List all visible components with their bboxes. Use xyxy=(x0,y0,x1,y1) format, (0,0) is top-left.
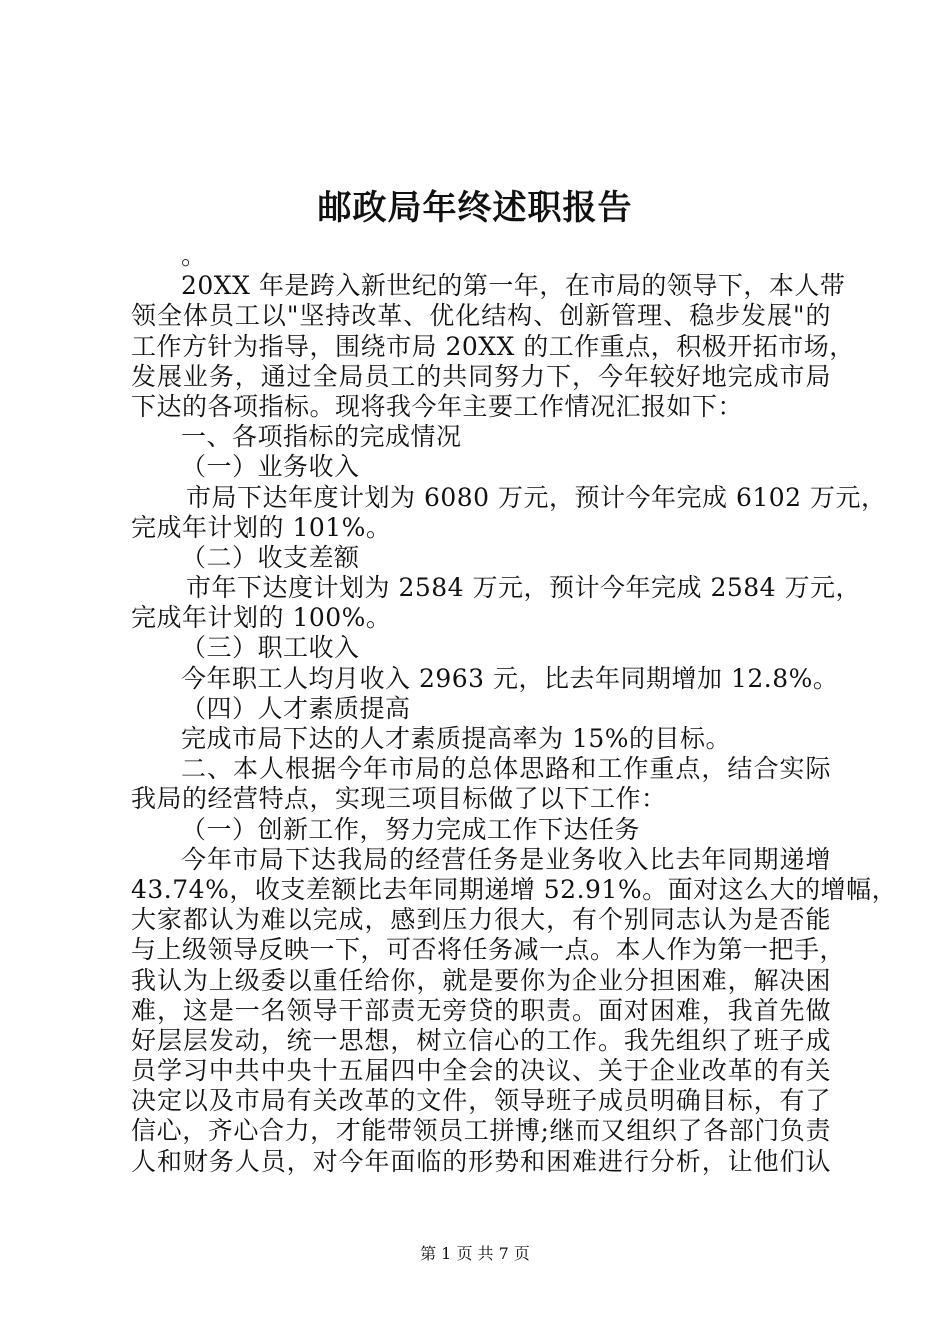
text-line: 我局的经营特点，实现三项目标做了以下工作： xyxy=(131,784,667,814)
text-line: 我认为上级委以重任给你，就是要你为企业分担困难，解决困 xyxy=(131,965,831,995)
text-line: 决定以及市局有关改革的文件，领导班子成员明确目标，有了 xyxy=(131,1086,831,1116)
text-line: 今年市局下达我局的经营任务是业务收入比去年同期递增 xyxy=(181,844,831,874)
text-line: 大家都认为难以完成，感到压力很大，有个别同志认为是否能 xyxy=(131,905,831,935)
text-line: 市年下达度计划为 2584 万元，预计今年完成 2584 万元， xyxy=(186,573,862,603)
text-line: 领全体员工以"坚持改革、优化结构、创新管理、稳步发展"的 xyxy=(131,301,831,331)
subsection-heading: （四）人才素质提高 xyxy=(181,693,411,723)
text-line: 。 xyxy=(181,241,207,270)
text-line: 工作方针为指导，围绕市局 20XX 的工作重点，积极开拓市场， xyxy=(131,331,855,361)
section-heading: 二、本人根据今年市局的总体思路和工作重点，结合实际 xyxy=(181,754,831,784)
text-line: 今年职工人均月收入 2963 元，比去年同期增加 12.8%。 xyxy=(181,663,839,693)
subsection-heading: （一）业务收入 xyxy=(181,452,360,482)
text-line: 完成年计划的 101%。 xyxy=(131,512,392,542)
text-line: 市局下达年度计划为 6080 万元，预计今年完成 6102 万元， xyxy=(186,482,887,512)
text-line: 43.74%，收支差额比去年同期递增 52.91%。面对这么大的增幅， xyxy=(131,874,898,904)
subsection-heading: （一）创新工作，努力完成工作下达任务 xyxy=(181,814,641,844)
page-title: 邮政局年终述职报告 xyxy=(317,188,633,228)
section-heading: 一、各项指标的完成情况 xyxy=(181,422,462,452)
text-line: 下达的各项指标。现将我今年主要工作情况汇报如下： xyxy=(131,391,744,421)
document-body xyxy=(131,241,898,1177)
text-line: 难，这是一名领导干部责无旁贷的职责。面对困难，我首先做 xyxy=(131,995,831,1025)
text-line: 20XX 年是跨入新世纪的第一年，在市局的领导下，本人带 xyxy=(181,271,846,301)
text-line: 员学习中共中央十五届四中全会的决议、关于企业改革的有关 xyxy=(131,1056,831,1086)
text-line: 发展业务，通过全局员工的共同努力下，今年较好地完成市局 xyxy=(131,361,831,391)
text-line: 完成市局下达的人才素质提高率为 15%的目标。 xyxy=(181,724,732,753)
text-line: 与上级领导反映一下，可否将任务减一点。本人作为第一把手， xyxy=(131,935,846,965)
text-line: 信心，齐心合力，才能带领员工拼博;继而又组织了各部门负责 xyxy=(131,1116,831,1146)
text-line: 好层层发动，统一思想，树立信心的工作。我先组织了班子成 xyxy=(131,1025,831,1055)
subsection-heading: （二）收支差额 xyxy=(181,542,360,572)
page-footer: 第 1 页 共 7 页 xyxy=(420,1244,530,1263)
text-line: 完成年计划的 100%。 xyxy=(131,603,392,633)
subsection-heading: （三）职工收入 xyxy=(181,633,360,663)
text-line: 人和财务人员，对今年面临的形势和困难进行分析，让他们认 xyxy=(131,1146,831,1176)
